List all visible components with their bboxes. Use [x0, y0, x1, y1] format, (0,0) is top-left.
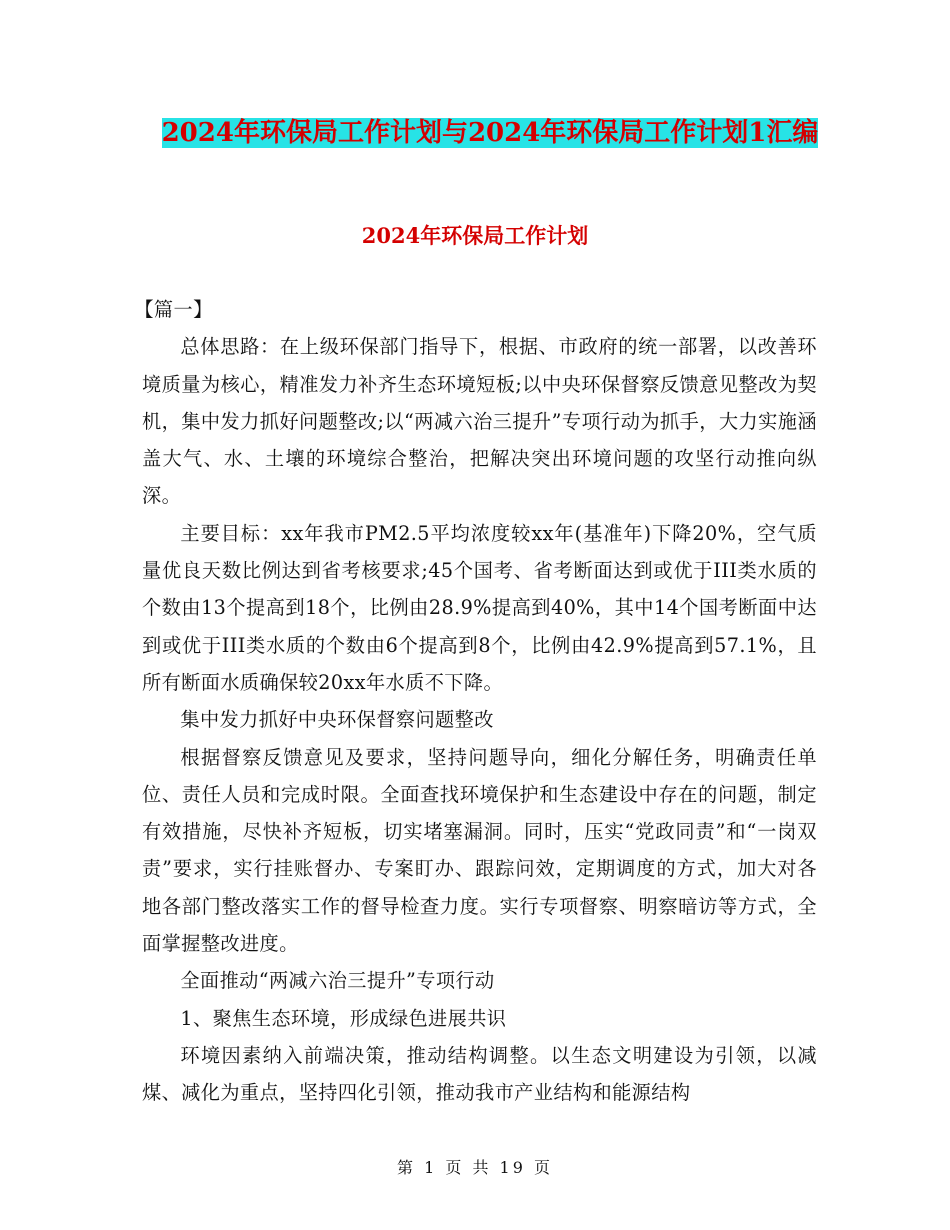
- paragraph-heading-rectification: 集中发力抓好中央环保督察问题整改: [180, 708, 494, 732]
- document-body: [134, 291, 817, 1112]
- paragraph-heading-green-consensus: 1、聚焦生态环境，形成绿色进展共识: [180, 1006, 507, 1030]
- paragraph-overall-approach: 总体思路：在上级环保部门指导下，根据、市政府的统一部署，以改善环境质量为核心，精准发力补齐生态环境短板;以中央环保督察反馈意见整改为契机，集中发力抓好问题整改;以“两减六治三提升”专项行动为抓手，大力实施涵盖大气、水、土壤的环境综合整治，把解决突出环境问题的攻坚行动推向纵深。: [142, 335, 817, 508]
- document-title-text: 2024年环保局工作计划与2024年环保局工作计划1汇编: [161, 118, 819, 148]
- paragraph-main-targets: 主要目标：xx年我市PM2.5平均浓度较xx年(基准年)下降20%，空气质量优良天数比例达到省考核要求;45个国考、省考断面达到或优于III类水质的个数由13个提高到18个，比例由28.9%提高到40%，其中14个国考断面中达到或优于III类水质的个数由6个提高到8个，比例由42.9%提高到57.1%，且所有断面水质确保较20xx年水质不下降。: [142, 521, 817, 694]
- section-label: 【篇一】: [134, 298, 213, 321]
- section-heading: 2024年环保局工作计划: [361, 223, 589, 248]
- paragraph-rectification-details: 根据督察反馈意见及要求，坚持问题导向，细化分解任务，明确责任单位、责任人员和完成时限。全面查找环境保护和生态建设中存在的问题，制定有效措施，尽快补齐短板，切实堵塞漏洞。同时，压实“党政同责”和“一岗双责”要求，实行挂账督办、专案盯办、跟踪问效，定期调度的方式，加大对各地各部门整改落实工作的督导检查力度。实行专项督察、明察暗访等方式，全面掌握整改进度。: [142, 745, 817, 956]
- document-title: [150, 112, 830, 154]
- paragraph-environmental-decision: 环境因素纳入前端决策，推动结构调整。以生态文明建设为引领，以减煤、减化为重点，坚持四化引领，推动我市产业结构和能源结构: [142, 1043, 817, 1105]
- page-footer: 第 1 页 共 19 页: [397, 1158, 553, 1177]
- paragraph-heading-special-action: 全面推动“两减六治三提升”专项行动: [180, 969, 495, 993]
